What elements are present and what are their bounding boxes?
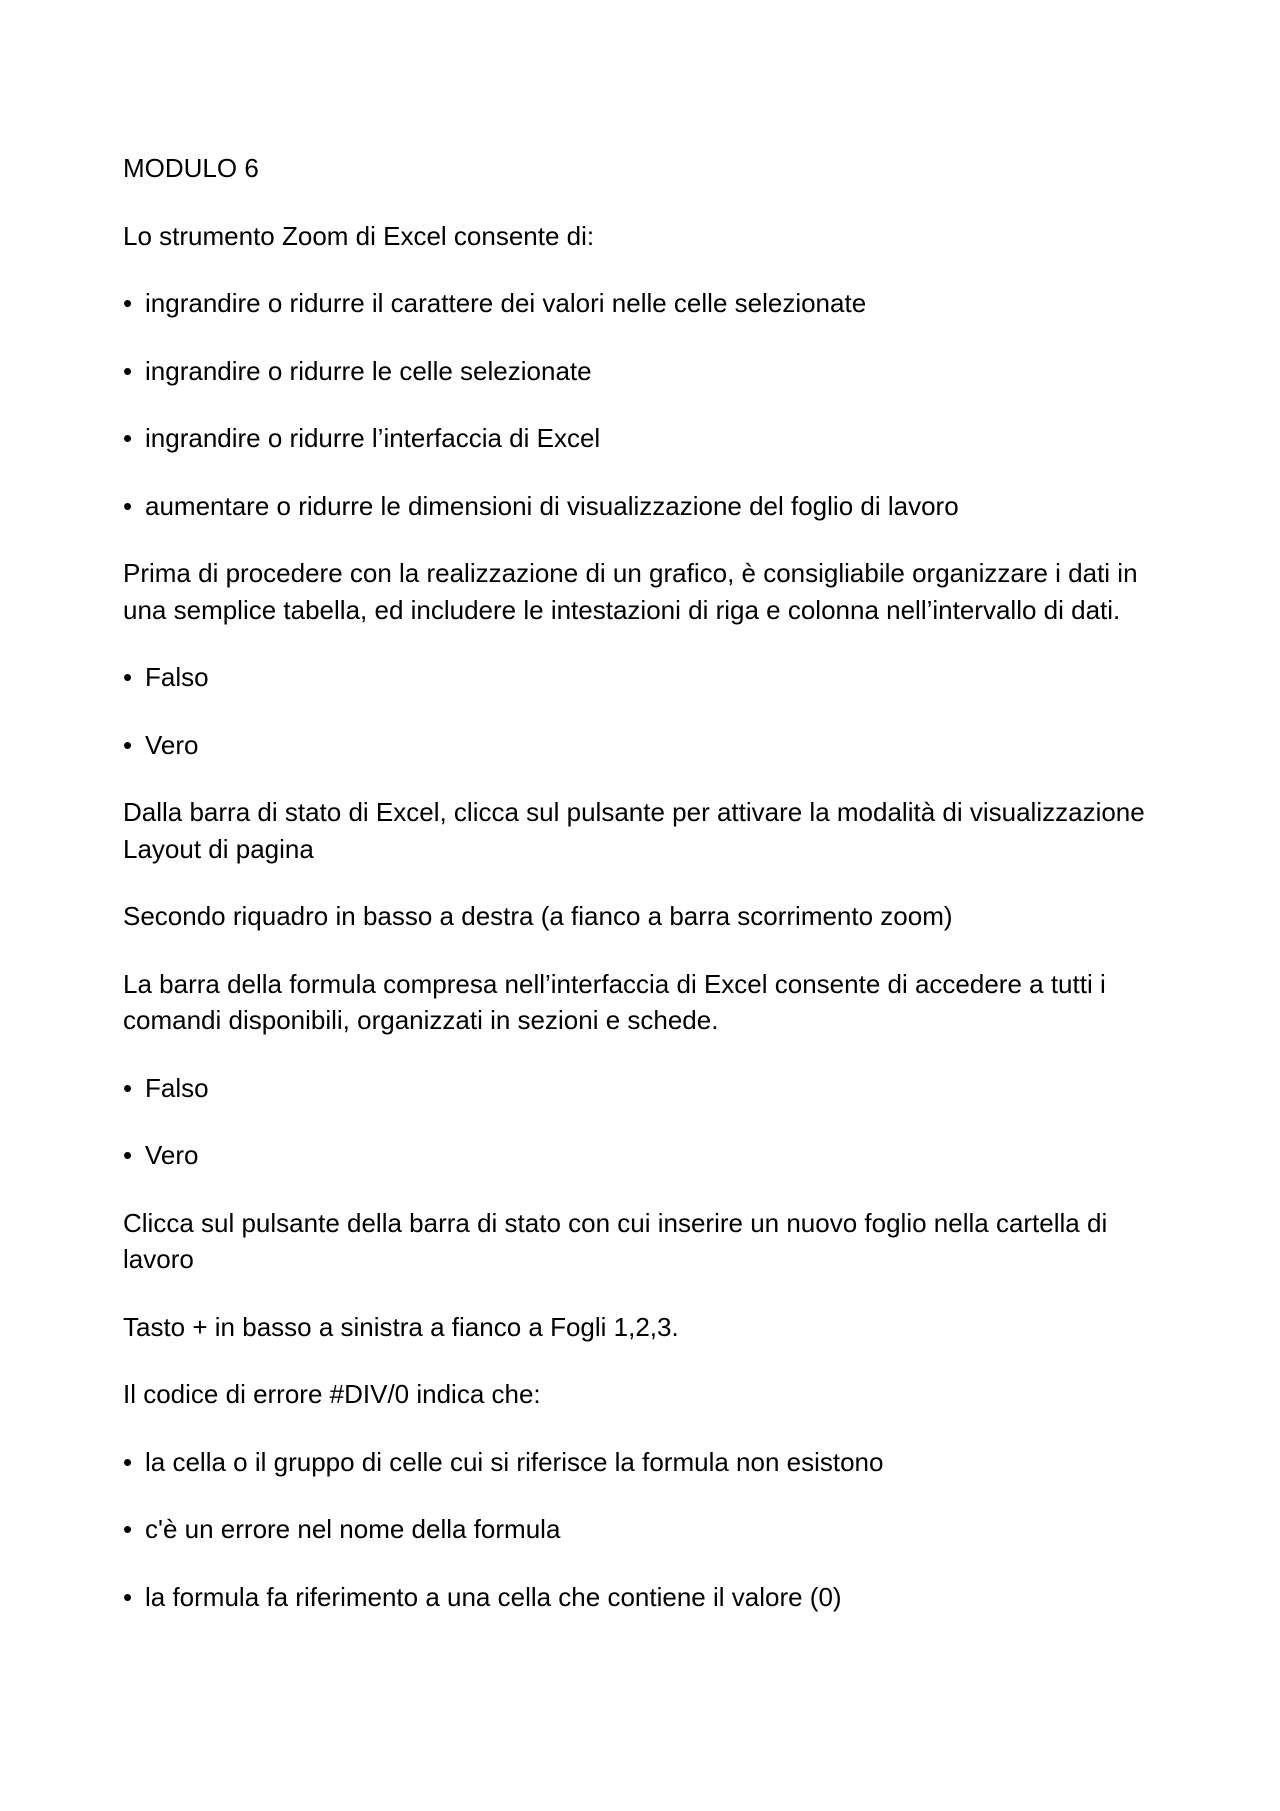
question-text: Lo strumento Zoom di Excel consente di:	[123, 220, 595, 251]
answer-option	[123, 1444, 1183, 1481]
bullet-icon: •	[123, 490, 133, 521]
answer-option	[123, 353, 1183, 390]
answer-option	[123, 420, 1183, 457]
answer-option	[123, 659, 1183, 696]
bullet-icon: •	[123, 423, 133, 453]
answer-option	[123, 1070, 1183, 1107]
answer-option-label: ingrandire o ridurre il carattere dei valori nelle celle selezionate	[145, 288, 867, 318]
answer-option	[123, 1579, 1183, 1616]
answer-option	[123, 488, 1183, 525]
answer-option-label: la formula fa riferimento a una cella che contiene il valore (0)	[145, 1581, 842, 1612]
answer-text: Secondo riquadro in basso a destra (a fianco a barra scorrimento zoom)	[123, 901, 953, 931]
answer-option	[123, 285, 1183, 322]
answer-text: Tasto + in basso a sinistra a fianco a Fogli 1,2,3.	[123, 1311, 679, 1342]
bullet-icon: •	[123, 729, 133, 760]
bullet-icon: •	[123, 1514, 133, 1544]
bullet-icon: •	[123, 288, 133, 318]
answer-option-label: Falso	[145, 662, 209, 692]
answer-option-label: aumentare o ridurre le dimensioni di visualizzazione del foglio di lavoro	[145, 490, 959, 521]
answer-option	[123, 1511, 1183, 1548]
bullet-icon: •	[123, 355, 133, 386]
answer-option-label: la cella o il gruppo di celle cui si riferisce la formula non esistono	[145, 1446, 884, 1477]
document-page	[123, 150, 1183, 1646]
answer-option-label: Vero	[145, 1140, 199, 1170]
question-text: La barra della formula compresa nell’interfaccia di Excel consente di accedere a tutti i comandi disponibili, organizzati in sezioni e schede.	[123, 968, 1106, 1035]
bullet-icon: •	[123, 1140, 133, 1170]
answer-option-label: c'è un errore nel nome della formula	[145, 1514, 561, 1544]
answer-option-label: ingrandire o ridurre l’interfaccia di Excel	[145, 423, 601, 453]
bullet-icon: •	[123, 1581, 133, 1612]
answer-option	[123, 727, 1183, 764]
answer-option-label: Vero	[145, 729, 199, 760]
question-text: Prima di procedere con la realizzazione di un grafico, è consigliabile organizzare i dati in una semplice tabella, ed includere le intestazioni di riga e colonna nell’intervallo di dati.	[123, 558, 1138, 625]
answer-option-label: Falso	[145, 1072, 209, 1103]
bullet-icon: •	[123, 662, 133, 692]
question-text: Dalla barra di stato di Excel, clicca sul pulsante per attivare la modalità di visualizzazione Layout di pagina	[123, 797, 1145, 864]
bullet-icon: •	[123, 1072, 133, 1103]
answer-option	[123, 1137, 1183, 1174]
document-heading: MODULO 6	[123, 153, 259, 183]
question-text: Il codice di errore #DIV/0 indica che:	[123, 1379, 541, 1409]
question-text: Clicca sul pulsante della barra di stato con cui inserire un nuovo foglio nella cartella di lavoro	[123, 1207, 1108, 1274]
bullet-icon: •	[123, 1446, 133, 1477]
answer-option-label: ingrandire o ridurre le celle selezionate	[145, 355, 592, 386]
